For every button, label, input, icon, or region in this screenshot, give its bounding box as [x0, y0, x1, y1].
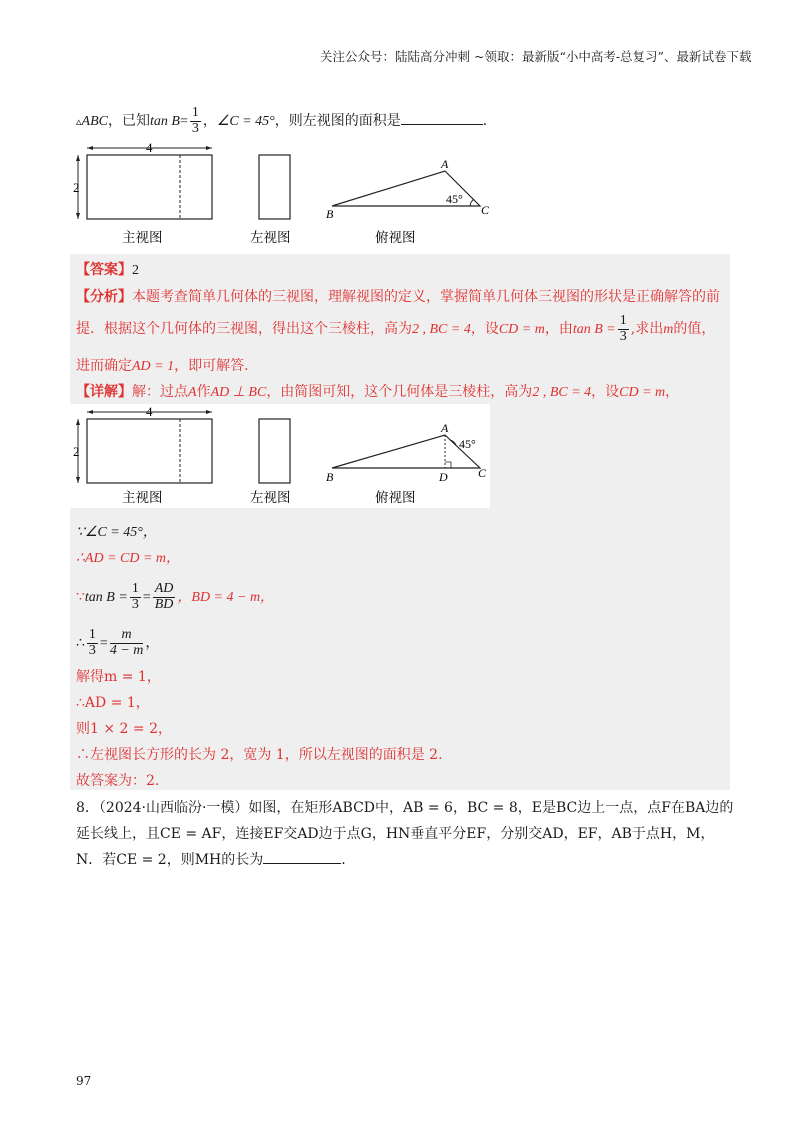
answer-blank[interactable]: [401, 112, 483, 125]
detail-line1: 【详解】解：过点A作AD ⊥ BC，由简图可知，这个几何体是三棱柱，高为2 , BC = 4，设CD = m，: [76, 384, 680, 400]
fraction-one-third: $\frac{1}{3}$: [191, 105, 199, 136]
triangle-name: ABC: [81, 114, 108, 130]
step-9: 故答案为：2.: [76, 773, 160, 789]
three-view-figure: [70, 140, 510, 250]
answer-line: 【答案】2: [76, 262, 139, 278]
fraction-one-third: $\frac{1}{3}$: [619, 313, 627, 344]
problem8-line3: N．若CE = 2，则MH的长为 .: [76, 852, 346, 868]
front-view-rect: [87, 155, 212, 219]
svg-text:C: C: [478, 466, 487, 480]
svg-text:主视图: 主视图: [122, 490, 163, 506]
left-view-rect: [259, 155, 290, 219]
analysis-line1: 【分析】本题考查简单几何体的三视图，理解视图的定义，掌握简单几何体三视图的形状是正确解答的前: [76, 289, 720, 305]
tan-b: tan B: [149, 114, 180, 130]
step-2: ∴AD = CD = m，: [76, 551, 181, 566]
answer-blank[interactable]: [263, 851, 341, 864]
three-view-figure-with-height: [70, 404, 490, 508]
step-5: 解得m = 1，: [76, 669, 161, 685]
svg-text:左视图: 左视图: [250, 490, 291, 506]
analysis-line2: 提．根据这个几何体的三视图，得出这个三棱柱，高为2 , BC = 4，设CD = m，由tan B = $\frac{1}{3}$ ,求出m的值，: [76, 313, 716, 344]
step-4: ∴ $\frac{1}{3}$ = $\frac{m}{4 - m}$ ，: [76, 627, 160, 658]
equals: =: [179, 114, 188, 130]
caption-front: 主视图: [122, 230, 163, 246]
svg-text:D: D: [439, 470, 448, 484]
step-6: ∴AD = 1，: [76, 695, 150, 711]
triangle-icon: ▵: [76, 115, 82, 129]
angle-c: ∠C = 45°: [216, 114, 275, 130]
svg-text:45°: 45°: [459, 437, 476, 451]
analysis-line3: 进而确定AD = 1，即可解答.: [76, 358, 249, 374]
step-3: ∵tan B = $\frac{1}{3}$ = $\frac{AD}{BD}$ ，BD = 4 − m，: [76, 581, 275, 612]
comma: ，: [202, 113, 217, 130]
problem8-line2: 延长线上，且CE = AF，连接EF交AD边于点G，HN垂直平分EF，分别交AD，EF，AB于点H，M，: [76, 826, 715, 842]
step-7: 则1 × 2 = 2，: [76, 721, 172, 737]
step-8: ∴左视图长方形的长为 2，宽为 1，所以左视图的面积是 2.: [76, 747, 443, 763]
page-number: 97: [76, 1074, 92, 1088]
svg-text:俯视图: 俯视图: [375, 490, 416, 506]
answer-value: 2: [132, 263, 139, 278]
caption-top: 俯视图: [375, 230, 416, 246]
problem8-line1: 8．（2024·山西临汾·一模）如图，在矩形ABCD中，AB = 6，BC = 8，E是BC边上一点，点F在BA边的: [76, 800, 734, 816]
known-text: ，已知: [107, 113, 150, 130]
dim-side: 2: [73, 444, 80, 459]
problem7-stem: ▵ABC，已知tan B= $\frac{1}{3}$ ，∠C = 45°，则左视图的面积是 .: [76, 105, 488, 136]
svg-text:A: A: [441, 421, 449, 435]
svg-text:B: B: [326, 470, 334, 484]
question-text: ，则左视图的面积是: [274, 113, 401, 130]
label-a: A: [441, 157, 449, 171]
page-header: 关注公众号：陆陆高分冲刺 ~领取：最新版“小中高考-总复习”、最新试卷下载: [320, 49, 752, 64]
angle-label: 45°: [446, 192, 463, 206]
label-c: C: [481, 203, 490, 217]
dim-top: 4: [146, 404, 153, 419]
dim-side: 2: [73, 180, 80, 195]
label-b: B: [326, 207, 334, 221]
caption-left: 左视图: [250, 230, 291, 246]
dim-top: 4: [146, 140, 153, 155]
step-1: ∵∠C = 45°，: [76, 525, 157, 540]
